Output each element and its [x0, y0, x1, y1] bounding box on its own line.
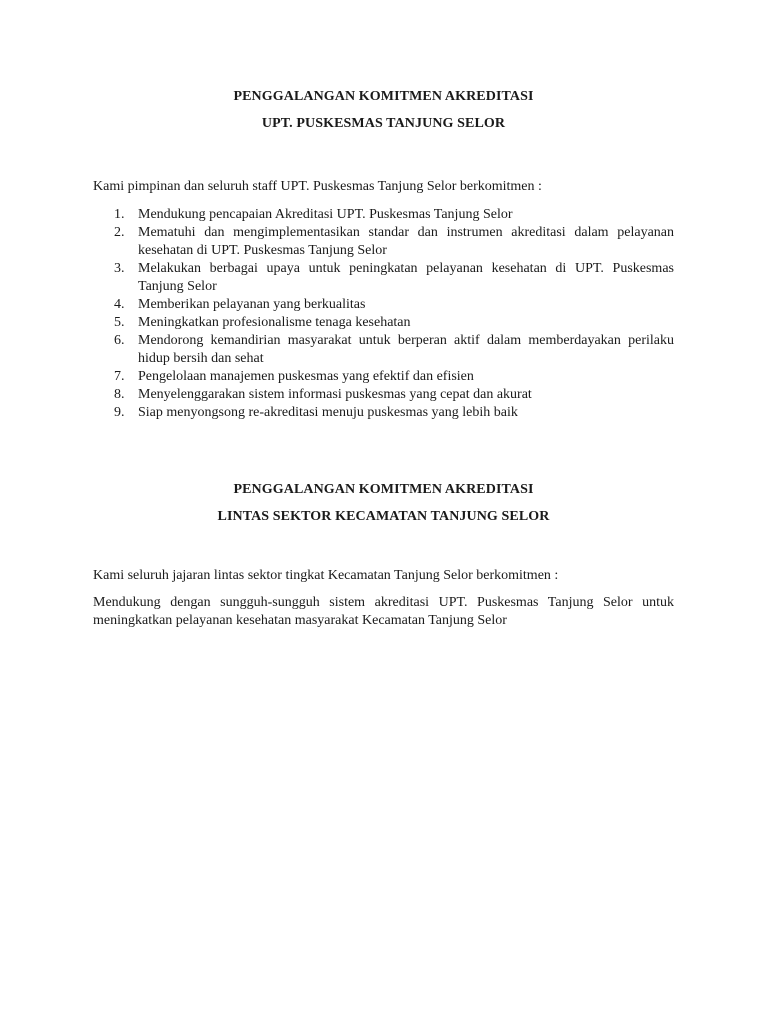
list-item: [93, 386, 674, 404]
list-item-number: 4.: [114, 297, 125, 312]
section-title-line2: UPT. PUSKESMAS TANJUNG SELOR: [261, 116, 506, 131]
list-item: [93, 314, 674, 332]
list-item-number: 8.: [114, 387, 125, 402]
list-item: [93, 206, 674, 224]
list-item: [93, 404, 674, 422]
commitment-paragraph: Mendukung dengan sungguh-sungguh sistem akreditasi UPT. Puskesmas Tanjung Selor untuk meningkatkan pelayanan kesehatan masyarakat Kecamatan Tanjung Selor: [93, 595, 674, 628]
section-title-line2: LINTAS SEKTOR KECAMATAN TANJUNG SELOR: [217, 509, 550, 524]
commitment-section-puskesmas: [93, 88, 674, 422]
commitment-section-lintas-sektor: [93, 481, 674, 630]
list-item: [93, 332, 674, 368]
list-item: [93, 296, 674, 314]
list-item-number: 7.: [114, 369, 125, 384]
list-item-text: Pengelolaan manajemen puskesmas yang efektif dan efisien: [138, 369, 474, 384]
list-item-text: Melakukan berbagai upaya untuk peningkatan pelayanan kesehatan di UPT. Puskesmas Tanjung Selor: [138, 261, 674, 294]
section-title-line1: PENGGALANGAN KOMITMEN AKREDITASI: [233, 482, 534, 497]
list-item: [93, 368, 674, 386]
list-item-number: 6.: [114, 333, 125, 348]
list-item-text: Siap menyongsong re-akreditasi menuju puskesmas yang lebih baik: [138, 405, 518, 420]
list-item-text: Mematuhi dan mengimplementasikan standar dan instrumen akreditasi dalam pelayanan kesehatan di UPT. Puskesmas Tanjung Selor: [138, 225, 674, 258]
list-item-text: Mendukung pencapaian Akreditasi UPT. Puskesmas Tanjung Selor: [138, 207, 513, 222]
list-item-number: 3.: [114, 261, 125, 276]
commitment-list: [93, 206, 674, 422]
list-item: [93, 224, 674, 260]
list-item-number: 9.: [114, 405, 125, 420]
section-intro: Kami seluruh jajaran lintas sektor tingkat Kecamatan Tanjung Selor berkomitmen :: [93, 568, 559, 583]
section-title-line1: PENGGALANGAN KOMITMEN AKREDITASI: [233, 89, 534, 104]
list-item-text: Memberikan pelayanan yang berkualitas: [138, 297, 366, 312]
list-item-text: Mendorong kemandirian masyarakat untuk berperan aktif dalam memberdayakan perilaku hidup bersih dan sehat: [138, 333, 674, 366]
list-item: [93, 260, 674, 296]
list-item-text: Menyelenggarakan sistem informasi puskesmas yang cepat dan akurat: [138, 387, 532, 402]
list-item-number: 5.: [114, 315, 125, 330]
section-intro: Kami pimpinan dan seluruh staff UPT. Puskesmas Tanjung Selor berkomitmen :: [93, 179, 542, 194]
list-item-number: 2.: [114, 225, 125, 240]
list-item-text: Meningkatkan profesionalisme tenaga kesehatan: [138, 315, 411, 330]
list-item-number: 1.: [114, 207, 125, 222]
